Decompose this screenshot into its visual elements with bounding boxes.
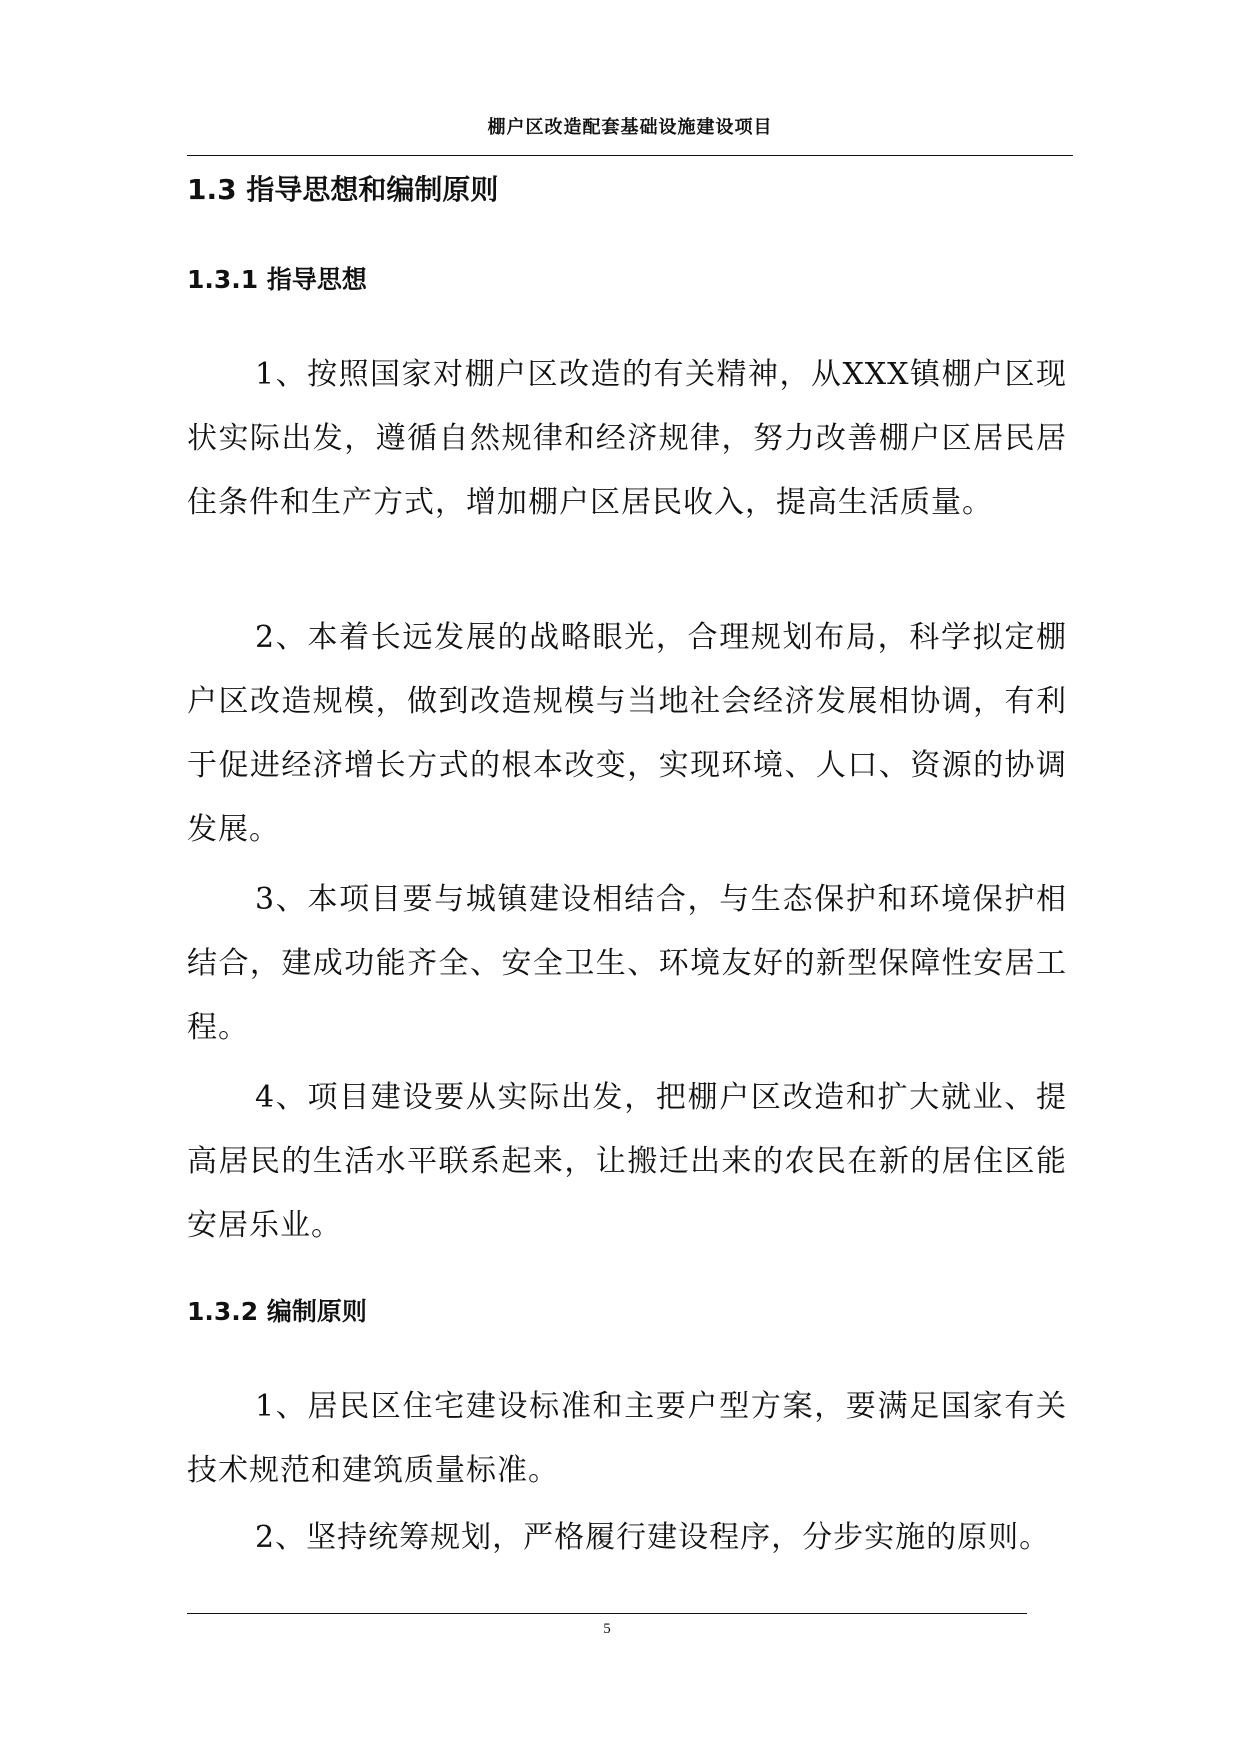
paragraph-guiding-3: 3、本项目要与城镇建设相结合，与生态保护和环境保护相结合，建成功能齐全、安全卫生、环境友好的新型保障性安居工程。 — [187, 882, 1067, 1045]
subsection-heading-guiding-ideology: 1.3.1 指导思想 — [187, 265, 367, 294]
page-header-title: 棚户区改造配套基础设施建设项目 — [487, 117, 773, 138]
header-divider — [187, 155, 1073, 156]
footer-divider — [187, 1613, 1027, 1614]
section-heading: 1.3 指导思想和编制原则 — [187, 173, 499, 206]
paragraph-principle-2: 2、坚持统筹规划，严格履行建设程序，分步实施的原则。 — [255, 1520, 1051, 1555]
paragraph-guiding-4: 4、项目建设要从实际出发，把棚户区改造和扩大就业、提高居民的生活水平联系起来，让搬迁出来的农民在新的居住区能安居乐业。 — [187, 1080, 1067, 1243]
page-number: 5 — [603, 1621, 611, 1637]
paragraph-guiding-1: 1、按照国家对棚户区改造的有关精神，从XXX镇棚户区现状实际出发，遵循自然规律和经济规律，努力改善棚户区居民居住条件和生产方式，增加棚户区居民收入，提高生活质量。 — [187, 357, 1067, 520]
paragraph-guiding-2: 2、本着长远发展的战略眼光，合理规划布局，科学拟定棚户区改造规模，做到改造规模与当地社会经济发展相协调，有利于促进经济增长方式的根本改变，实现环境、人口、资源的协调发展。 — [187, 620, 1067, 847]
subsection-heading-compilation-principles: 1.3.2 编制原则 — [187, 1297, 367, 1326]
paragraph-principle-1: 1、居民区住宅建设标准和主要户型方案，要满足国家有关技术规范和建筑质量标准。 — [187, 1389, 1067, 1488]
